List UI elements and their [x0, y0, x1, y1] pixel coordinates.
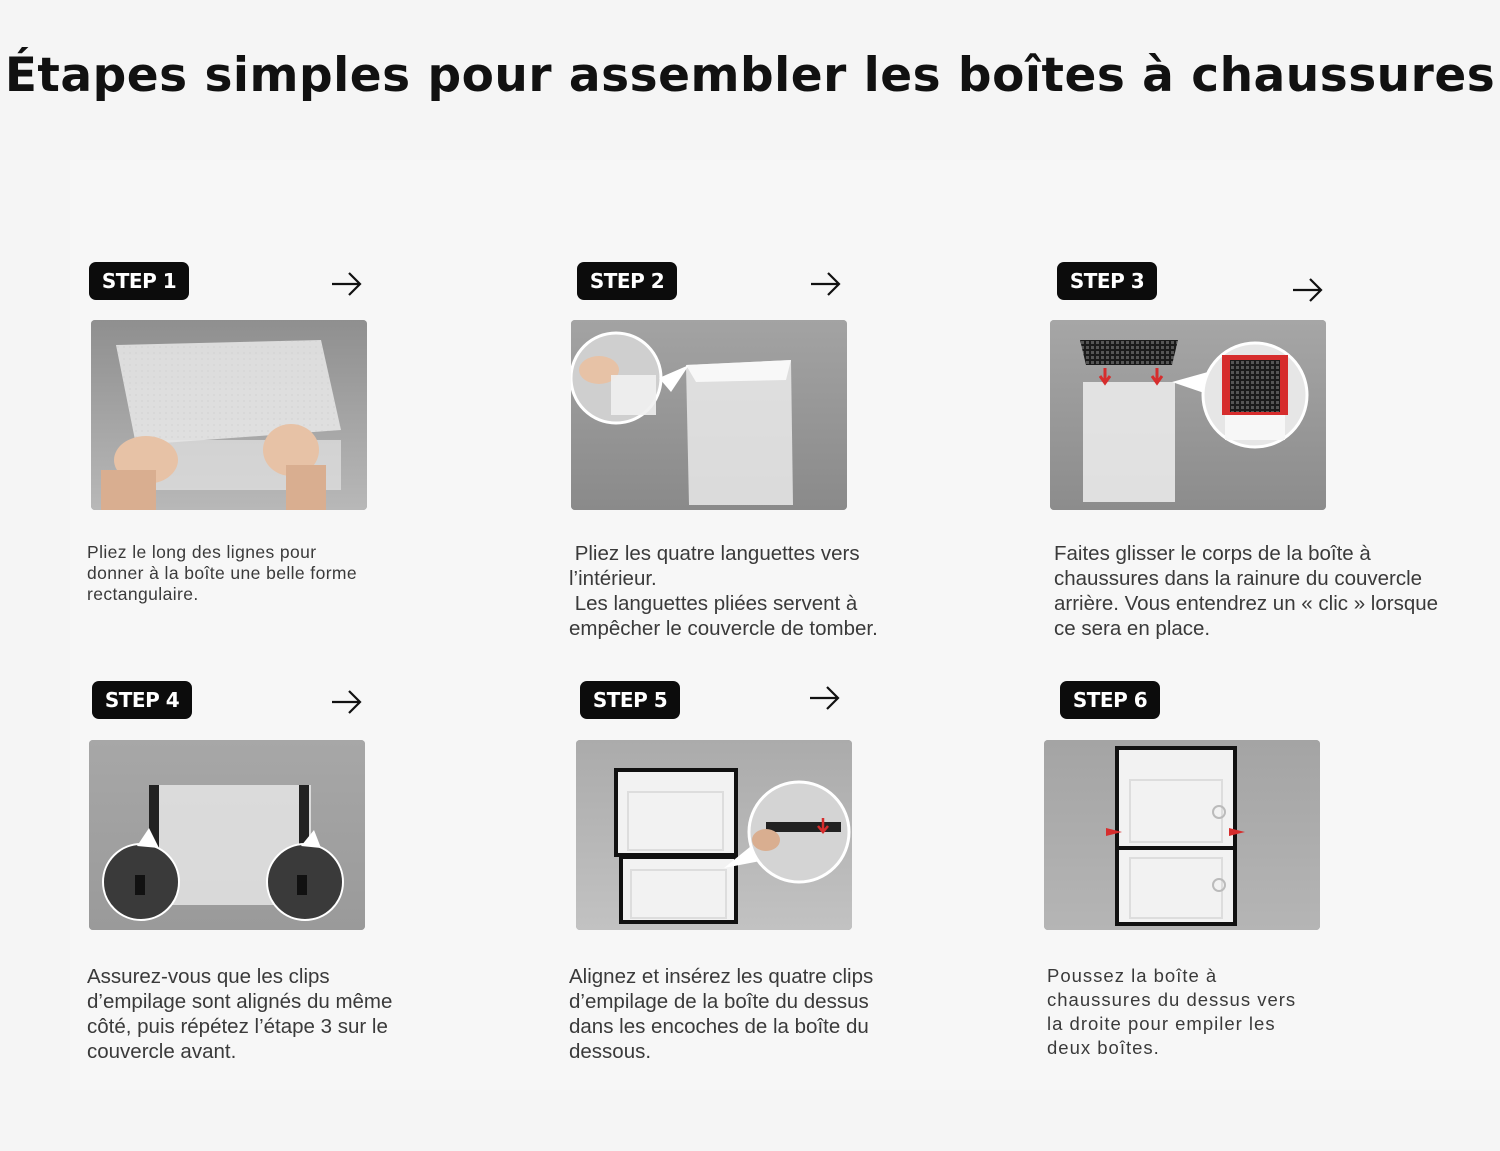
step-description: Assurez-vous que les clips d’empilage sont alignés du même côté, puis répétez l’étape 3 sur le couvercle avant. — [87, 965, 393, 1063]
step-description: Pliez le long des lignes pour donner à la boîte une belle forme rectangulaire. — [87, 542, 358, 604]
step-description: Alignez et insérez les quatre clips d’empilage de la boîte du dessus dans les encoches de la boîte du dessous. — [569, 965, 874, 1063]
step-description: Poussez la boîte à chaussures du dessus vers la droite pour empiler les deux boîtes. — [1047, 965, 1297, 1058]
step-badge: STEP 2 — [577, 262, 677, 300]
step-photo — [576, 740, 852, 930]
step-badge: STEP 6 — [1060, 681, 1160, 719]
step-photo — [91, 320, 367, 510]
step-description: Faites glisser le corps de la boîte à chaussures dans la rainure du couvercle arrière. Vous entendrez un « clic » lorsque ce sera en place. — [1054, 542, 1439, 640]
step-badge: STEP 1 — [89, 262, 189, 300]
page-title: Étapes simples pour assembler les boîtes à chaussures — [4, 48, 1496, 103]
step-photo — [571, 320, 847, 510]
arrow-right-icon — [808, 684, 842, 712]
step-photo — [89, 740, 365, 930]
step-photo — [1044, 740, 1320, 930]
step-badge: STEP 3 — [1057, 262, 1157, 300]
step-photo — [1050, 320, 1326, 510]
arrow-right-icon — [809, 270, 843, 298]
arrow-right-icon — [330, 270, 364, 298]
step-badge: STEP 5 — [580, 681, 680, 719]
arrow-right-icon — [1291, 276, 1325, 304]
step-description: Pliez les quatre languettes vers l’intérieur. Les languettes pliées servent à empêcher le couvercle de tomber. — [569, 542, 878, 640]
arrow-right-icon — [330, 688, 364, 716]
step-badge: STEP 4 — [92, 681, 192, 719]
